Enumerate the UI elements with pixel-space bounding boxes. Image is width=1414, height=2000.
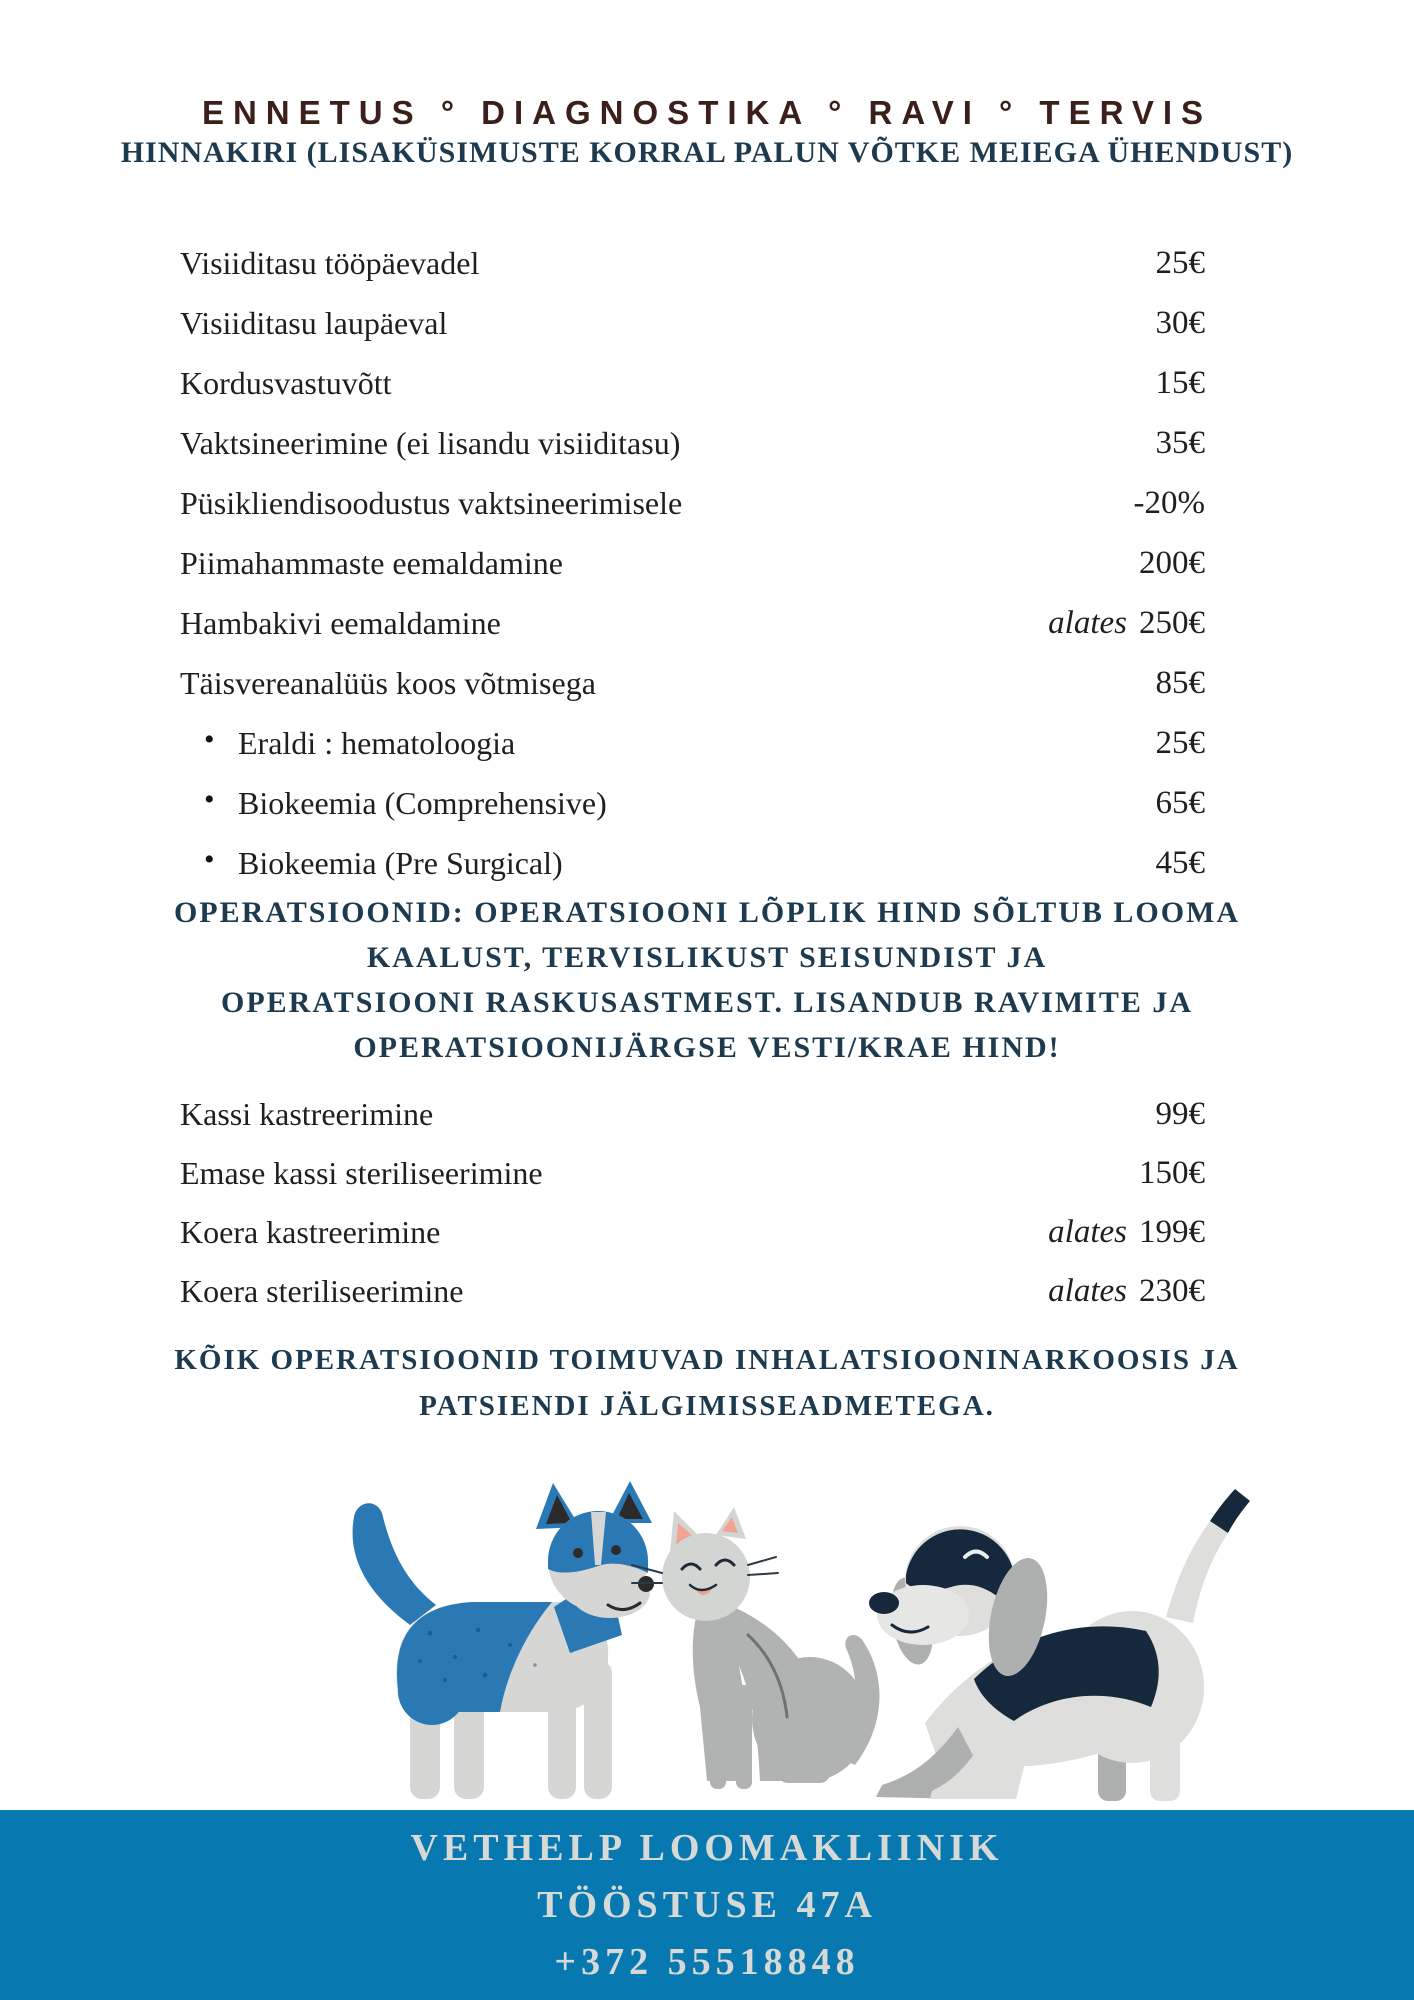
price-row [180, 713, 1205, 773]
price-value: 65€ [1155, 784, 1205, 821]
price-value: 25€ [1155, 244, 1205, 281]
anesthesia-note [0, 1337, 1414, 1429]
price-row [180, 533, 1205, 593]
husky-dog-illustration [353, 1481, 654, 1799]
price-value: -20% [1133, 484, 1205, 521]
price-row-value [1048, 605, 1205, 642]
surgery-info-line: OPERATSIOONI RASKUSASTMEST. LISANDUB RAVIMITE JA [220, 986, 1194, 1019]
clinic-tagline: ENNETUS ° DIAGNOSTIKA ° RAVI ° TERVIS [201, 94, 1213, 131]
price-row [180, 773, 1205, 833]
price-row-label: Hambakivi eemaldamine [180, 604, 501, 641]
price-row [180, 593, 1205, 653]
surgery-info-line: OPERATSIOONID: OPERATSIOONI LÕPLIK HIND SÕLTUB LOOMA [173, 896, 1241, 929]
price-value: 150€ [1139, 1155, 1205, 1191]
anesthesia-note-line: PATSIENDI JÄLGIMISSEADMETEGA. [419, 1390, 995, 1422]
price-row [180, 353, 1205, 413]
price-row-label: Koera kastreerimine [180, 1214, 441, 1250]
price-row-label: Koera steriliseerimine [180, 1273, 464, 1309]
price-row [180, 1144, 1205, 1203]
price-value: 45€ [1155, 844, 1205, 881]
price-value: 15€ [1155, 364, 1205, 401]
price-value: 200€ [1139, 544, 1205, 581]
price-row-value [1156, 1096, 1206, 1133]
price-row-value [1134, 485, 1205, 522]
price-row-label: • Biokeemia (Pre Surgical) [180, 845, 563, 882]
price-row [180, 293, 1205, 353]
price-row [180, 473, 1205, 533]
price-row [180, 1262, 1205, 1321]
price-value: 25€ [1155, 724, 1205, 761]
price-row [180, 653, 1205, 713]
price-row-label: Vaktsineerimine (ei lisandu visiiditasu) [180, 424, 681, 461]
price-row-label: Visiiditasu laupäeval [180, 304, 448, 341]
pets-illustration [310, 1465, 1260, 1810]
price-prefix: alates [1048, 1214, 1127, 1250]
anesthesia-note-line: KÕIK OPERATSIOONID TOIMUVAD INHALATSIOONINARKOOSIS JA [174, 1344, 1240, 1376]
footer [0, 1810, 1414, 2000]
price-value: 230€ [1139, 1273, 1205, 1309]
price-list [180, 233, 1205, 893]
price-row-label: Piimahammaste eemaldamine [180, 544, 563, 581]
price-prefix: alates [1048, 604, 1127, 641]
price-row-value [1139, 545, 1205, 582]
surgery-info-line: OPERATSIOONIJÄRGSE VESTI/KRAE HIND! [353, 1031, 1061, 1064]
price-row [180, 833, 1205, 893]
price-row-label: Kassi kastreerimine [180, 1096, 434, 1132]
beagle-dog-illustration [869, 1489, 1250, 1801]
price-value: 250€ [1139, 604, 1205, 641]
price-row-value [1048, 1273, 1205, 1310]
price-row [180, 413, 1205, 473]
surgery-info-note [0, 890, 1414, 1070]
price-value: 35€ [1155, 424, 1205, 461]
clinic-address: TÖÖSTUSE 47A [537, 1883, 877, 1926]
price-row-label: Püsikliendisoodustus vaktsineerimisele [180, 484, 683, 521]
price-row-label: • Biokeemia (Comprehensive) [180, 785, 607, 822]
price-row-value [1139, 1155, 1205, 1192]
price-row-label: Emase kassi steriliseerimine [180, 1155, 543, 1191]
price-row-label: Visiiditasu tööpäevadel [180, 244, 480, 281]
clinic-name: VETHELP LOOMAKLIINIK [410, 1826, 1004, 1869]
price-prefix: alates [1048, 1273, 1127, 1309]
price-row [180, 1203, 1205, 1262]
price-row-label: Täisvereanalüüs koos võtmisega [180, 664, 596, 701]
price-row-value [1156, 665, 1206, 702]
price-row-value [1048, 1214, 1205, 1251]
page-title: HINNAKIRI (LISAKÜSIMUSTE KORRAL PALUN VÕTKE MEIEGA ÜHENDUST) [120, 136, 1294, 169]
price-row-value [1156, 245, 1206, 282]
surgery-info-line: KAALUST, TERVISLIKUST SEISUNDIST JA [366, 941, 1048, 974]
cat-illustration [632, 1507, 879, 1789]
price-value: 85€ [1155, 664, 1205, 701]
price-value: 99€ [1155, 1096, 1205, 1132]
price-row-value [1156, 845, 1206, 882]
price-row-value [1156, 785, 1206, 822]
price-row-value [1156, 425, 1206, 462]
price-row [180, 1085, 1205, 1144]
surgery-price-list [180, 1085, 1205, 1321]
price-value: 30€ [1155, 304, 1205, 341]
price-row-value [1156, 365, 1206, 402]
price-row-value [1156, 725, 1206, 762]
price-row-label: Kordusvastuvõtt [180, 364, 392, 401]
price-value: 199€ [1139, 1214, 1205, 1250]
price-row-label: • Eraldi : hematoloogia [180, 725, 515, 762]
price-row-value [1156, 305, 1206, 342]
clinic-phone: +372 55518848 [554, 1940, 860, 1983]
price-row [180, 233, 1205, 293]
